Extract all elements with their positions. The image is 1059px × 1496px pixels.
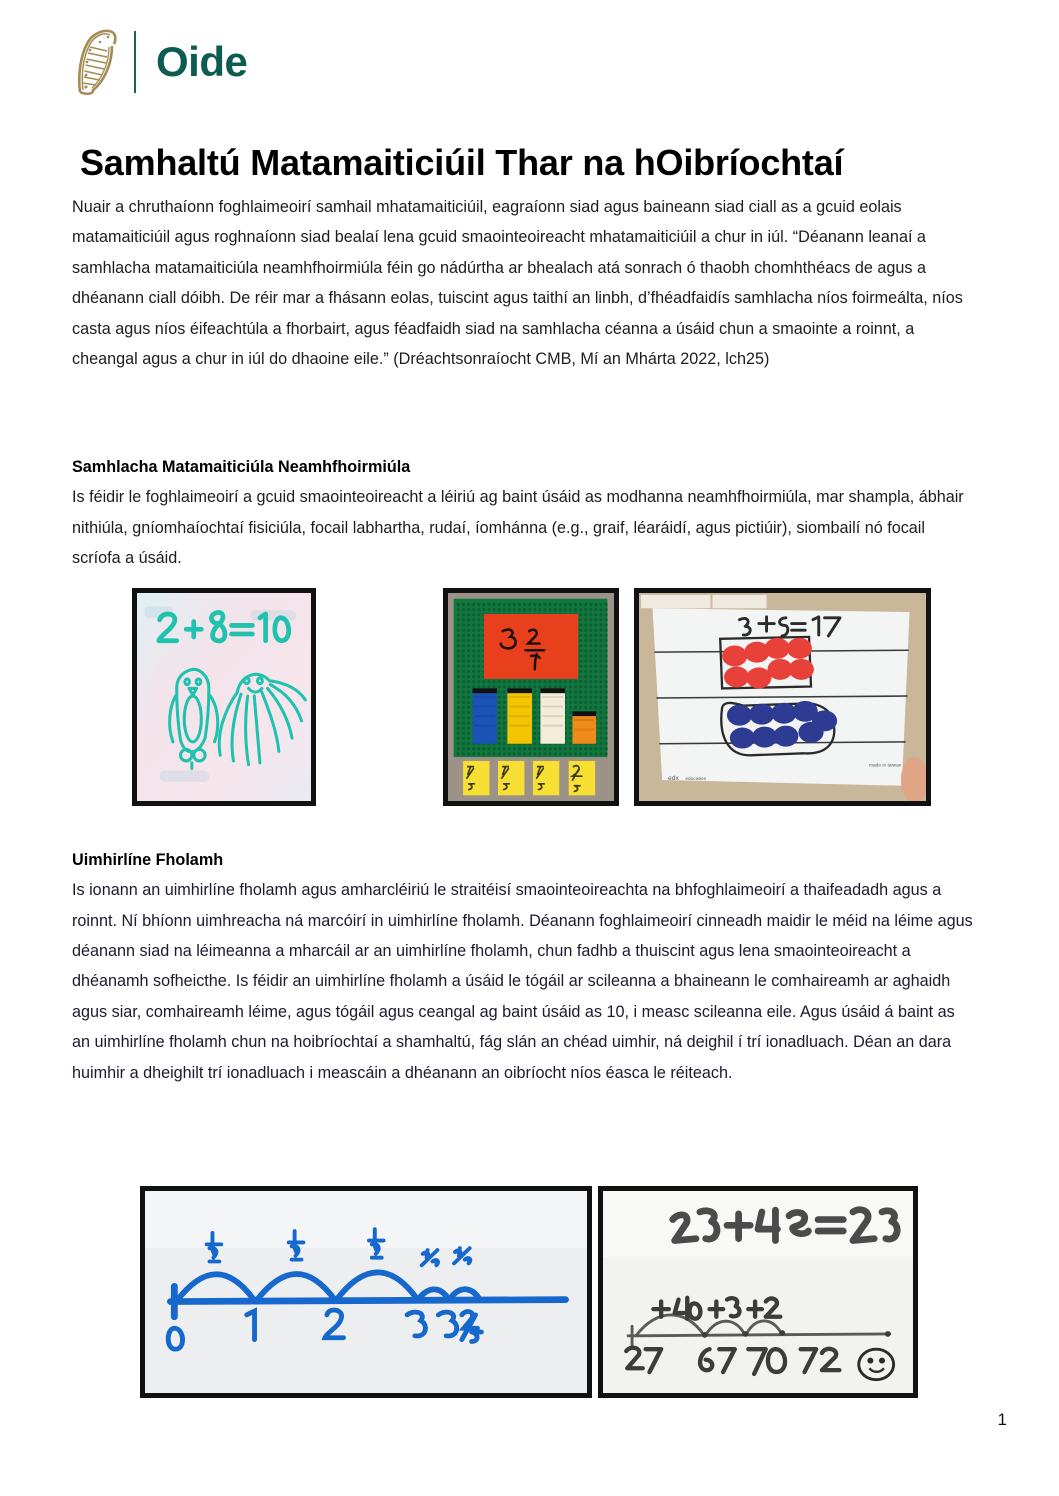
figure-number-line-addition [598,1186,918,1398]
section-empty-number-line [72,848,977,1088]
figure-row-number-lines [140,1186,918,1398]
section-informal-models [72,455,977,573]
intro-paragraph: Nuair a chruthaíonn foghlaimeoirí samhail mhatamaiticiúil, eagraíonn siad agus baineann siad ciall as a gcuid eolais matamaiticiúil agus roghnaíonn siad bealaí lena gcuid smaointeoireacht mhatamaiticiúil a chur in iúl. “Déanann leanaí a samhlacha matamaiticiúla neamhfhoirmiúla féin go nádúrtha ar bhealach atá sonrach ó thaobh chomhthéacs de agus a dhéanann ciall dóibh. De réir mar a fhásann eolas, tuiscint agus taithí an linbh, d’fhéadfaidís samhlacha níos foirmeálta, níos casta agus níos éifeachtúla a fhorbairt, agus féadfaidh siad na samhlacha céanna a úsáid chun a smaointe a roinnt, a cheangal agus a chur in iúl do dhaoine eile.” (Dréachtsonraíocht CMB, Mí an Mhárta 2022, lch25) [72,198,963,369]
figure-lego-fraction-board [443,588,619,806]
figure-row-informal-models [132,588,931,806]
intro-block [72,192,977,375]
page-number: 1 [997,1410,1007,1429]
svg-text:edx: edx [667,775,679,782]
figure-number-line-fractions [140,1186,592,1398]
page-title: Samhaltú Matamaiticiúil Thar na hOibríochtaí [80,142,844,184]
svg-text:education: education [685,777,707,782]
penguin-octopus-drawing [137,593,311,801]
fraction-number-line-drawing [145,1191,587,1393]
section-heading-numberline: Uimhirlíne Fholamh [72,851,224,869]
figure-counters-whiteboard [634,588,931,806]
brand-logo [72,26,247,98]
svg-text:made in taiwan: made in taiwan [868,763,902,769]
counters-drawing [639,593,926,801]
irish-harp-icon [72,26,120,98]
figure-whiteboard-penguin-octopus [132,588,316,806]
section-paragraph-informal: Is féidir le foghlaimeoirí a gcuid smaointeoireacht a léiriú ag baint úsáid as modhanna neamhfhoirmiúla, mar shampla, ábhair nithiúla, gníomhaíochtaí fisiciúla, focail labhartha, rudaí, íomhánna (e.g., graif, léaráidí, agus pictiúir), siombailí nó focail scríofa a úsáid. [72,488,964,568]
logo-divider [134,31,136,93]
section-heading-informal: Samhlacha Matamaiticiúla Neamhfhoirmiúla [72,458,411,476]
section-paragraph-numberline: Is ionann an uimhirlíne fholamh agus amharcléiriú le straitéisí smaointeoireachta na bhfoghlaimeoirí a thaifeadadh agus a roinnt. Ní bhíonn uimhreacha ná marcóirí in uimhirlíne fholamh. Déanann foghlaimeoirí cinneadh maidir le méid na léime agus déanann siad na léimeanna a mharcáil ar an uimhirlíne fholamh, chun fadhb a thuiscint agus lena smaointeoireacht a dhéanamh sofheicthe. Is féidir an uimhirlíne fholamh a úsáid le tógáil ar scileanna a bhaineann le comhaireamh ar aghaidh agus siar, comhaireamh léime, agus tógáil agus ceangal ag baint úsáid as 10, i measc scileanna eile. Agus úsáid á baint as an uimhirlíne fholamh chun na hoibríochtaí a shamhaltú, fág slán an chéad uimhir, ná deighil í trí ionadluach. Déan an dara huimhir a dheighilt trí ionadluach i meascáin a dhéanann an oibríocht níos éasca le réiteach. [72,881,973,1082]
brand-wordmark: Oide [156,38,248,85]
addition-number-line-drawing [603,1191,913,1393]
lego-board-drawing [448,593,614,801]
